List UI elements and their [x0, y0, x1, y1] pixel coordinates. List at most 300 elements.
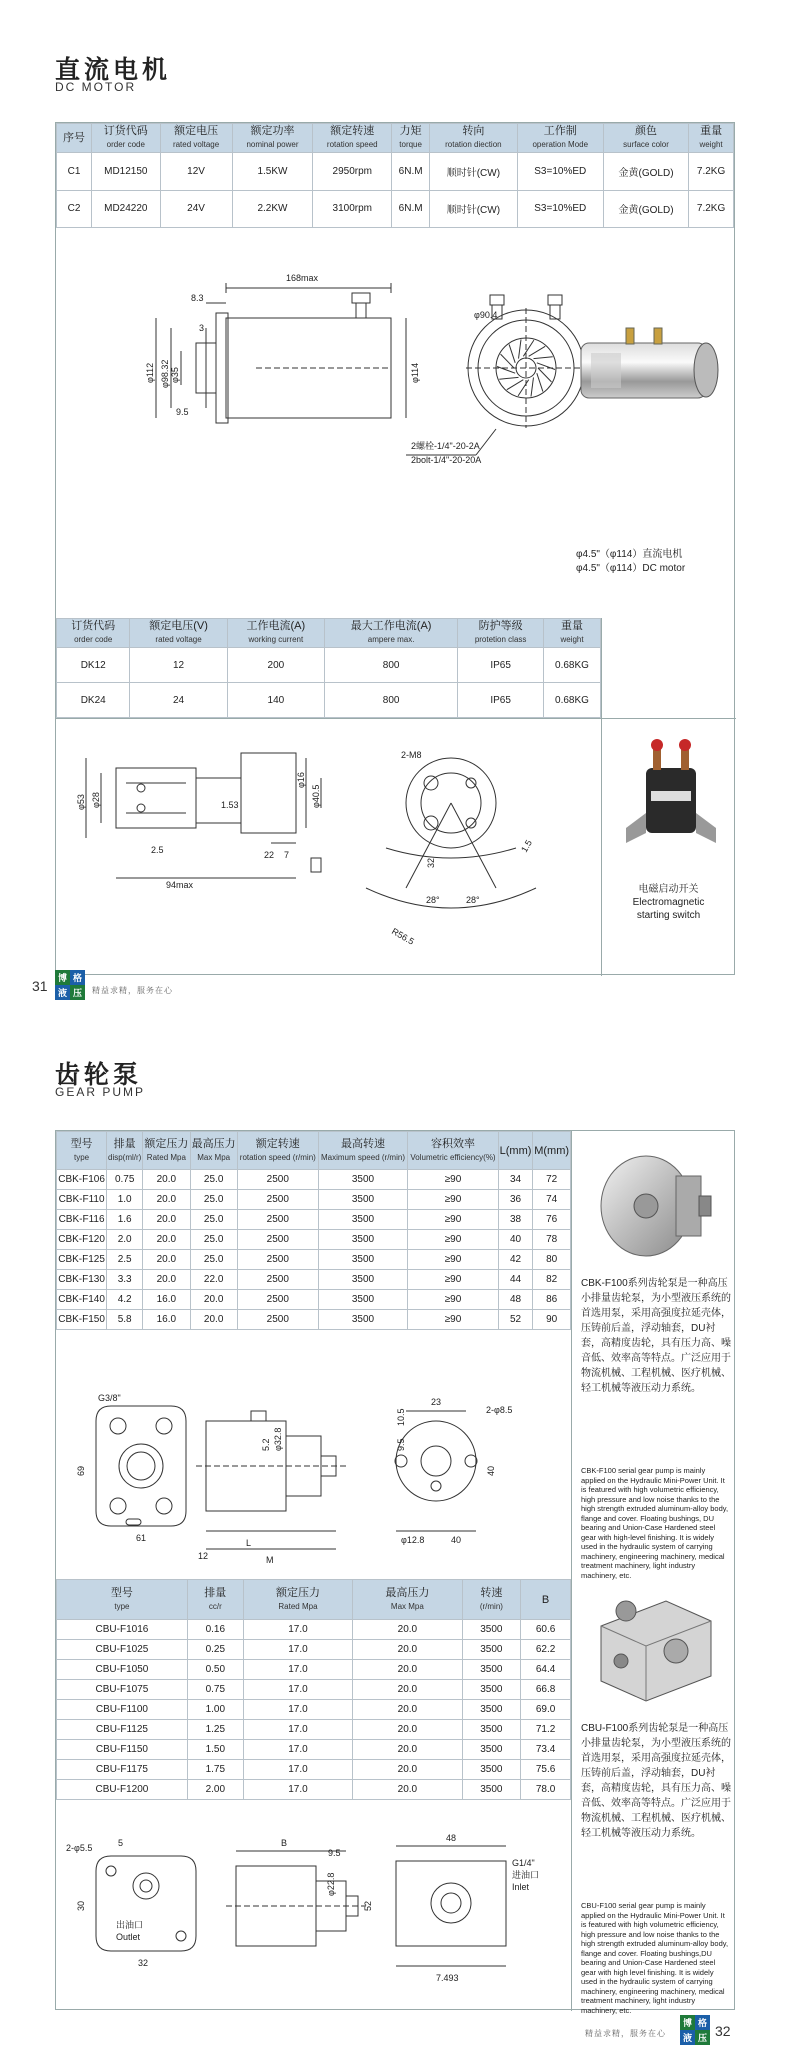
table-cell: CBU-F1016: [57, 1620, 188, 1640]
header-en: protetion class: [474, 635, 527, 644]
table-cell: 73.4: [521, 1740, 571, 1760]
header-en: Rated Mpa: [278, 1601, 318, 1611]
table-cell: ≥90: [408, 1270, 499, 1290]
cbk-description-cn: CBK-F100系列齿轮泵是一种高压小排量齿轮泵，为小型液压系统的首选用泵，采用高强度拉延壳体，压铸前后盖，浮动轴套，DU衬套，高精度齿轮，具有压力高、噪音低、效率高等特点。广泛应用于物流机械、工程机械、医疗机械、轻工机械等液压动力系统。: [581, 1278, 731, 1394]
fan-blade: [531, 377, 533, 396]
dimension-label: B: [281, 1838, 288, 1848]
header-en: order code: [106, 140, 145, 149]
dimension-label: φ114: [410, 362, 420, 383]
header-en: weight: [560, 635, 584, 644]
table-cell: C1: [57, 153, 92, 191]
table-cell: 3500: [462, 1700, 521, 1720]
table-cell: MD24220: [92, 190, 161, 228]
header-cn: L(mm): [499, 1144, 532, 1157]
fan-blade: [519, 339, 521, 358]
table-cell: 2500: [237, 1190, 318, 1210]
table-cell: ≥90: [408, 1210, 499, 1230]
table-cell: 2500: [237, 1230, 318, 1250]
column-header: [190, 1132, 237, 1170]
header-cn: 额定电压(V): [149, 620, 208, 632]
table-cell: 0.50: [187, 1660, 243, 1680]
dimension-label: G3/8": [98, 1393, 121, 1403]
table-cell: 48: [498, 1290, 532, 1310]
table-cell: 12V: [160, 153, 232, 191]
table-cell: 7.2KG: [689, 190, 734, 228]
dimension-label: φ112: [145, 362, 155, 383]
table-cell: 20.0: [353, 1620, 462, 1640]
column-header: [392, 124, 430, 153]
dimension-label: φ90.4: [474, 310, 498, 320]
table-cell: CBU-F1150: [57, 1740, 188, 1760]
header-en: rotation speed (r/min): [239, 1152, 316, 1162]
gear-pump-subtitle: GEAR PUMP: [55, 1085, 146, 1099]
table-cell: 20.0: [143, 1190, 190, 1210]
header-en: disp(ml/r): [108, 1152, 142, 1162]
column-header: [243, 1580, 352, 1620]
header-en: rated voltage: [172, 140, 220, 149]
dimension-label: 52: [363, 1900, 373, 1911]
header-en: order code: [74, 635, 113, 644]
header-cn: 最高转速: [340, 1137, 385, 1150]
dimension-label: 出油口: [116, 1920, 144, 1930]
table-cell: 24V: [160, 190, 232, 228]
dimension-label: L: [246, 1538, 252, 1548]
table-row: [57, 1720, 571, 1740]
table-row: [57, 1190, 571, 1210]
header-cn: 转速: [480, 1586, 503, 1599]
switch-table: [56, 618, 601, 718]
fan-blade: [499, 377, 518, 379]
header-en: rated voltage: [155, 635, 202, 644]
table-cell: 3500: [462, 1680, 521, 1700]
dimension-label: 168max: [286, 273, 319, 283]
dc-motor-title: 直流电机: [55, 56, 172, 84]
table-cell: 1.75: [187, 1760, 243, 1780]
header-cn: 容积效率: [430, 1137, 475, 1150]
table-cell: 2.0: [107, 1230, 143, 1250]
table-cell: 20.0: [353, 1760, 462, 1780]
table-cell: 3500: [462, 1760, 521, 1780]
column-header: [237, 1132, 318, 1170]
header-cn: 工作制: [543, 125, 577, 137]
dimension-label: φ22.8: [326, 1872, 336, 1896]
table-cell: 62.2: [521, 1640, 571, 1660]
table-cell: 22.0: [190, 1270, 237, 1290]
dimension-label: 2bolt-1/4"-20-20A: [411, 455, 482, 465]
header-cn: 排量: [204, 1586, 227, 1599]
slogan-left: 精益求精，服务在心: [92, 986, 173, 995]
switch-caption-en1: Electromagnetic: [632, 897, 705, 908]
header-cn: B: [541, 1593, 550, 1606]
dimension-label: 48: [446, 1833, 457, 1843]
dimension-label: 2-φ8.5: [486, 1405, 513, 1415]
header-en: cc/r: [208, 1601, 222, 1611]
logo-char: 压: [695, 2030, 710, 2045]
table-cell: 16.0: [143, 1310, 190, 1330]
dimension-label: 28°: [426, 895, 440, 905]
dimension-label: 69: [76, 1465, 86, 1476]
logo-char: 液: [55, 985, 70, 1000]
header-en: nominal power: [246, 140, 299, 149]
table-row: [57, 1310, 571, 1330]
header-cn: 防护等级: [478, 620, 523, 632]
table-cell: 800: [325, 648, 458, 683]
table-cell: 0.75: [107, 1170, 143, 1190]
table-cell: 0.25: [187, 1640, 243, 1660]
table-cell: 6N.M: [392, 190, 430, 228]
table-row: [57, 1700, 571, 1720]
table-cell: S3=10%ED: [517, 153, 603, 191]
table-cell: 20.0: [353, 1680, 462, 1700]
header-cn: 颜色: [635, 125, 658, 137]
table-cell: 44: [498, 1270, 532, 1290]
table-row: [57, 1640, 571, 1660]
header-en: weight: [699, 140, 723, 149]
dimension-label: 8.3: [191, 293, 204, 303]
table-cell: 40: [498, 1230, 532, 1250]
table-cell: ≥90: [408, 1230, 499, 1250]
header-cn: 工作电流(A): [246, 620, 306, 632]
header-cn: 重量: [700, 125, 723, 137]
table-cell: 3500: [462, 1740, 521, 1760]
table-cell: 3100rpm: [313, 190, 392, 228]
table-cell: 1.00: [187, 1700, 243, 1720]
table-cell: ≥90: [408, 1290, 499, 1310]
column-header: [353, 1580, 462, 1620]
table-cell: 90: [533, 1310, 571, 1330]
table-cell: 71.2: [521, 1720, 571, 1740]
dimension-label: 5: [118, 1838, 124, 1848]
fan-blade: [509, 344, 515, 362]
table-row: [57, 153, 734, 191]
table-cell: 3500: [318, 1270, 407, 1290]
column-header: [143, 1132, 190, 1170]
column-header: [107, 1132, 143, 1170]
table-cell: ≥90: [408, 1310, 499, 1330]
table-cell: 17.0: [243, 1780, 352, 1800]
table-cell: 1.0: [107, 1190, 143, 1210]
table-cell: CBK-F110: [57, 1190, 107, 1210]
dimension-label: 2.5: [151, 845, 164, 855]
logo-char: 压: [70, 985, 85, 1000]
table-cell: 12: [130, 648, 227, 683]
dimension-label: Outlet: [116, 1932, 141, 1942]
header-en: rotation diection: [445, 140, 502, 149]
dimension-label: G1/4": [512, 1858, 535, 1868]
table-row: [57, 1270, 571, 1290]
table-cell: 4.2: [107, 1290, 143, 1310]
table-cell: 0.16: [187, 1620, 243, 1640]
table-cell: 17.0: [243, 1700, 352, 1720]
table-cell: 20.0: [353, 1700, 462, 1720]
fan-blade: [507, 380, 524, 390]
dimension-label: 32: [138, 1958, 149, 1968]
header-cn: 额定转速: [255, 1137, 300, 1150]
dimension-label: 1.53: [221, 800, 239, 810]
header-cn: 重量: [561, 620, 583, 632]
column-header: [533, 1132, 571, 1170]
table-cell: 52: [498, 1310, 532, 1330]
table-cell: 17.0: [243, 1620, 352, 1640]
table-cell: 17.0: [243, 1720, 352, 1740]
table-row: [57, 1620, 571, 1640]
column-header: [232, 124, 313, 153]
table-cell: 3500: [318, 1310, 407, 1330]
table-cell: 2.2KW: [232, 190, 313, 228]
dimension-label: 7: [284, 850, 290, 860]
cbk-description-en: CBK-F100 serial gear pump is mainly applied on the Hydraulic Mini-Power Unit. It is featured with high volumetric efficiency, high pressure and low noise thanks to the high strength extruded aluminum-alloy body, flange and cover. Floating bushings, DU bearing and Union-Case Hardened steel gear with high-level finishing. It is widely used in the hydraulic system of carrying machinery, engineering machinery, medical treatment machinery, light industry machinery, etc.: [581, 1466, 729, 1580]
table-row: [57, 683, 601, 718]
header-cn: 额定压力: [144, 1137, 189, 1150]
header-cn: 订货代码: [71, 620, 116, 632]
header-en: torque: [399, 140, 422, 149]
header-cn: 序号: [63, 132, 86, 144]
table-cell: 6N.M: [392, 153, 430, 191]
header-en: rotation speed: [326, 140, 378, 149]
table-row: [57, 1290, 571, 1310]
dimension-label: φ28: [91, 792, 101, 808]
cbk-table: [56, 1131, 571, 1330]
table-cell: 78.0: [521, 1780, 571, 1800]
dimension-label: 30: [76, 1900, 86, 1911]
dc-motor-photo: [576, 318, 726, 408]
table-cell: 78: [533, 1230, 571, 1250]
dimension-label: φ12.8: [401, 1535, 425, 1545]
dimension-label: 40: [486, 1465, 496, 1476]
table-cell: 25.0: [190, 1250, 237, 1270]
table-cell: ≥90: [408, 1190, 499, 1210]
cbu-pump-photo: [586, 1586, 721, 1706]
table-cell: 42: [498, 1250, 532, 1270]
table-cell: 2950rpm: [313, 153, 392, 191]
column-header: [544, 619, 601, 648]
table-row: [57, 1250, 571, 1270]
brand-logo-left: [55, 970, 85, 1000]
dimension-label: φ32.8: [273, 1427, 283, 1451]
table-cell: 24: [130, 683, 227, 718]
table-cell: MD12150: [92, 153, 161, 191]
switch-caption-cn: 电磁启动开关: [638, 884, 699, 895]
table-cell: 1.50: [187, 1740, 243, 1760]
table-cell: CBU-F1175: [57, 1760, 188, 1780]
table-cell: CBK-F150: [57, 1310, 107, 1330]
header-en: (r/min): [479, 1601, 503, 1611]
table-cell: CBK-F130: [57, 1270, 107, 1290]
logo-char: 博: [680, 2015, 695, 2030]
header-en: Rated Mpa: [146, 1152, 186, 1162]
table-cell: IP65: [458, 683, 544, 718]
header-en: Max Mpa: [390, 1601, 424, 1611]
switch-caption-en2: starting switch: [636, 910, 701, 921]
header-cn: 订货代码: [103, 125, 148, 137]
cbu-description-en: CBU-F100 serial gear pump is mainly applied on the Hydraulic Mini-Power Unit. It is featured with high volumetric efficiency, high pressure and low noise thanks to the high strength extruded aluminum-alloy body, flange and cover. Floating bushings,DU bearing and Union-Case Hardened steel gear with high level finishing. It is widely used in the hydraulic system of carrying machinery, engineering machinery, medical treatment machinery, light industry machinery, etc.: [581, 1901, 729, 2015]
table-cell: CBU-F1075: [57, 1680, 188, 1700]
dimension-label: 12: [198, 1551, 209, 1561]
cbu-drawing: [56, 1826, 571, 2006]
table-cell: 200: [227, 648, 324, 683]
column-header: [462, 1580, 521, 1620]
table-cell: 2500: [237, 1170, 318, 1190]
table-cell: 20.0: [353, 1780, 462, 1800]
header-en: Max Mpa: [197, 1152, 231, 1162]
table-cell: 5.8: [107, 1310, 143, 1330]
dimension-label: φ35: [170, 367, 180, 383]
table-row: [57, 190, 734, 228]
dimension-label: φ98.32: [160, 359, 170, 388]
table-cell: CBK-F116: [57, 1210, 107, 1230]
page-number-left: 31: [32, 978, 48, 994]
header-en: working current: [248, 635, 304, 644]
column-header: [517, 124, 603, 153]
table-cell: 38: [498, 1210, 532, 1230]
header-cn: 力矩: [399, 125, 422, 137]
header-cn: 型号: [110, 1586, 133, 1599]
fan-blade: [533, 357, 552, 359]
table-cell: ≥90: [408, 1250, 499, 1270]
table-cell: 20.0: [143, 1210, 190, 1230]
header-cn: 额定功率: [250, 125, 295, 137]
dimension-label: 3: [199, 323, 205, 333]
logo-char: 博: [55, 970, 70, 985]
table-cell: S3=10%ED: [517, 190, 603, 228]
table-row: [57, 1760, 571, 1780]
table-cell: 20.0: [353, 1660, 462, 1680]
table-cell: 3500: [318, 1250, 407, 1270]
table-row: [57, 1170, 571, 1190]
table-cell: 20.0: [353, 1640, 462, 1660]
slogan-right: 精益求精，服务在心: [585, 2029, 666, 2038]
table-cell: 3500: [462, 1620, 521, 1640]
table-cell: 20.0: [190, 1290, 237, 1310]
table-cell: CBK-F125: [57, 1250, 107, 1270]
table-cell: 17.0: [243, 1660, 352, 1680]
gear-pump-title: 齿轮泵: [55, 1061, 143, 1089]
table-cell: C2: [57, 190, 92, 228]
logo-char: 格: [70, 970, 85, 985]
dimension-label: Inlet: [512, 1882, 530, 1892]
column-header: [227, 619, 324, 648]
column-header: [689, 124, 734, 153]
table-cell: 75.6: [521, 1760, 571, 1780]
header-cn: 转向: [462, 125, 485, 137]
column-header: [318, 1132, 407, 1170]
header-en: Volumetric efficiency(%): [410, 1152, 496, 1162]
table-cell: 顺时针(CW): [430, 190, 518, 228]
table-cell: DK24: [57, 683, 130, 718]
table-cell: 3500: [462, 1780, 521, 1800]
table-cell: 2500: [237, 1270, 318, 1290]
table-cell: 34: [498, 1170, 532, 1190]
table-cell: 69.0: [521, 1700, 571, 1720]
column-header: [408, 1132, 499, 1170]
table-cell: 金黄(GOLD): [603, 190, 688, 228]
column-header: [160, 124, 232, 153]
table-cell: 25.0: [190, 1190, 237, 1210]
table-cell: 800: [325, 683, 458, 718]
dimension-label: 9.5: [176, 407, 189, 417]
logo-char: 格: [695, 2015, 710, 2030]
column-header: [498, 1132, 532, 1170]
table-cell: 25.0: [190, 1210, 237, 1230]
column-header: [57, 1132, 107, 1170]
header-en: surface color: [623, 140, 669, 149]
dimension-label: 10.5: [396, 1408, 406, 1426]
table-cell: 3500: [318, 1190, 407, 1210]
table-cell: CBK-F140: [57, 1290, 107, 1310]
table-cell: 20.0: [143, 1270, 190, 1290]
table-cell: 3500: [462, 1640, 521, 1660]
table-cell: 17.0: [243, 1680, 352, 1700]
header-cn: 最高压力: [385, 1586, 430, 1599]
table-cell: 64.4: [521, 1660, 571, 1680]
table-cell: 0.68KG: [544, 683, 601, 718]
table-cell: 76: [533, 1210, 571, 1230]
dimension-label: 9.5: [328, 1848, 341, 1858]
dimension-label: 40: [451, 1535, 462, 1545]
table-cell: 3500: [318, 1230, 407, 1250]
table-cell: IP65: [458, 648, 544, 683]
fan-blade: [529, 346, 546, 356]
dimension-label: 23: [431, 1397, 442, 1407]
header-cn: M(mm): [534, 1144, 570, 1157]
table-cell: 60.6: [521, 1620, 571, 1640]
table-cell: 25.0: [190, 1170, 237, 1190]
column-header: [521, 1580, 571, 1620]
column-header: [57, 124, 92, 153]
cbu-table: [56, 1579, 571, 1800]
table-cell: 25.0: [190, 1230, 237, 1250]
table-cell: 72: [533, 1170, 571, 1190]
header-cn: 型号: [70, 1137, 93, 1150]
fan-blade: [537, 373, 543, 391]
table-row: [57, 1740, 571, 1760]
header-cn: 最大工作电流(A): [350, 620, 432, 632]
column-header: [92, 124, 161, 153]
dimension-label: φ40.5: [311, 784, 321, 808]
column-header: [603, 124, 688, 153]
table-row: [57, 1210, 571, 1230]
header-cn: 额定压力: [275, 1586, 320, 1599]
dimension-label: 28°: [466, 895, 480, 905]
table-cell: CBK-F120: [57, 1230, 107, 1250]
table-row: [57, 648, 601, 683]
cbk-pump-photo: [591, 1146, 716, 1266]
table-cell: CBU-F1050: [57, 1660, 188, 1680]
table-cell: 17.0: [243, 1640, 352, 1660]
table-cell: 20.0: [143, 1250, 190, 1270]
dimension-label: 5.2: [261, 1438, 271, 1451]
dc-motor-caption-en: φ4.5"（φ114）DC motor: [576, 563, 686, 574]
switch-photo: [621, 733, 721, 853]
column-header: [313, 124, 392, 153]
dimension-label: 61: [136, 1533, 147, 1543]
table-cell: 金黄(GOLD): [603, 153, 688, 191]
table-cell: 80: [533, 1250, 571, 1270]
gear-pump-frame: [55, 1130, 735, 2015]
column-header: [325, 619, 458, 648]
brand-logo-right: [680, 2015, 710, 2045]
table-cell: CBU-F1125: [57, 1720, 188, 1740]
table-cell: 82: [533, 1270, 571, 1290]
table-cell: 3500: [318, 1290, 407, 1310]
header-cn: 额定转速: [330, 125, 375, 137]
table-cell: 20.0: [143, 1170, 190, 1190]
header-en: operation Mode: [532, 140, 589, 149]
table-cell: CBK-F106: [57, 1170, 107, 1190]
fan-blade: [538, 368, 551, 382]
table-row: [57, 1230, 571, 1250]
column-header: [57, 1580, 188, 1620]
